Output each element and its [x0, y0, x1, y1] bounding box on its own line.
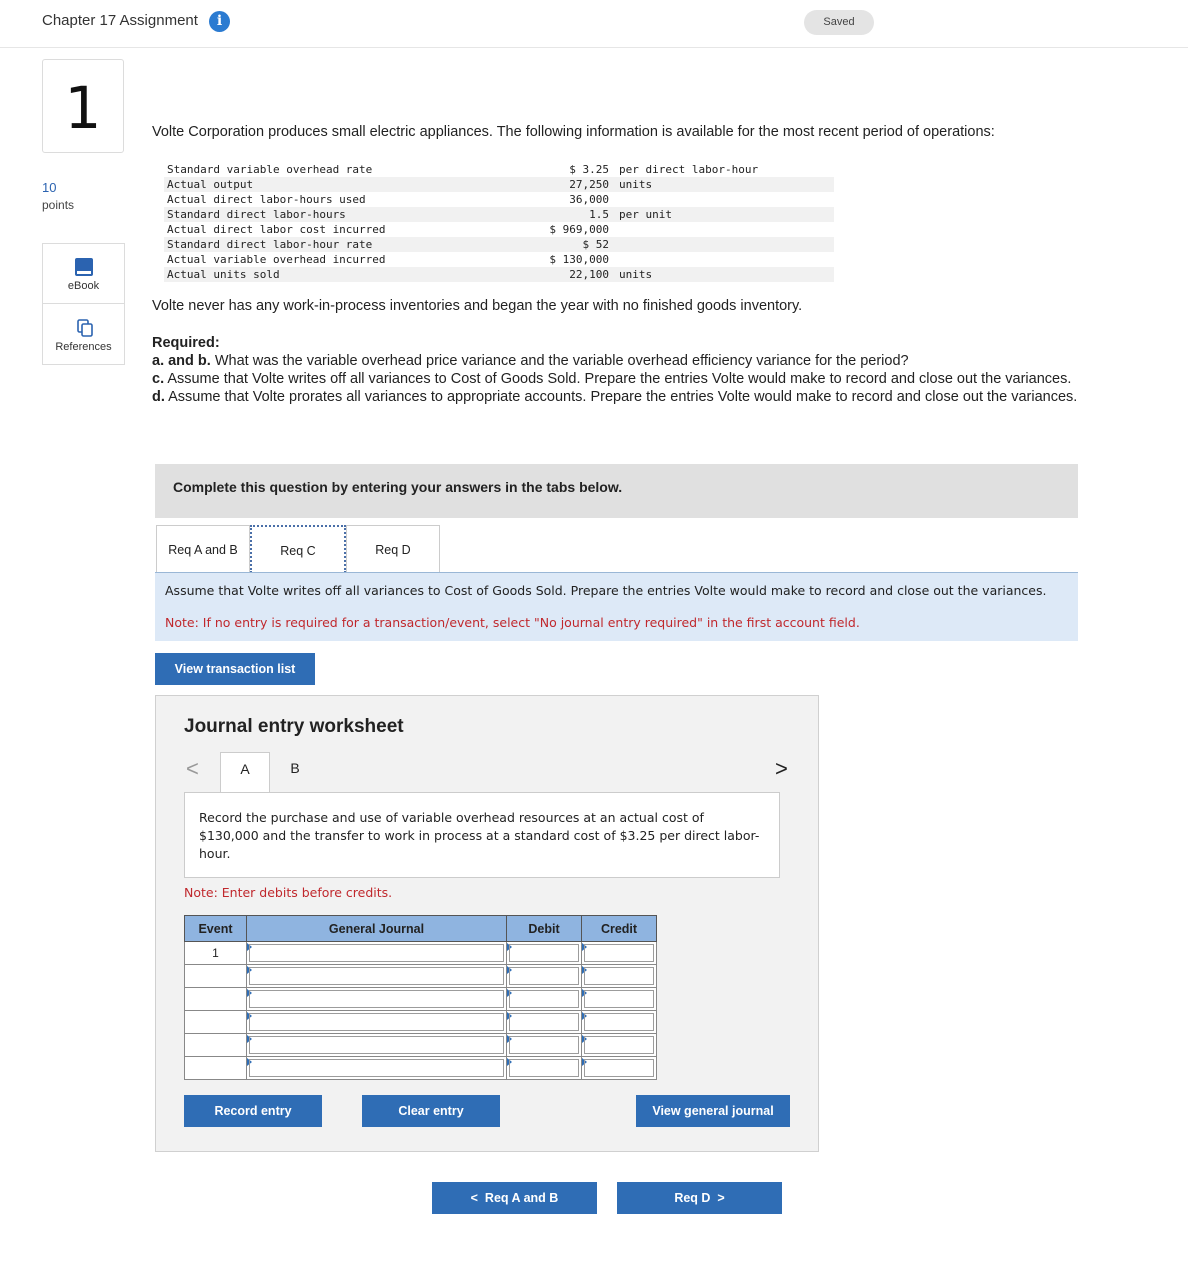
- table-row: [185, 988, 657, 1011]
- data-label: Actual units sold: [167, 268, 280, 281]
- ebook-button[interactable]: [43, 244, 124, 304]
- chevron-right-icon[interactable]: >: [775, 756, 788, 781]
- data-row: [164, 252, 834, 267]
- journal-entry-worksheet: [155, 695, 819, 1152]
- requirement-item: [152, 352, 1092, 370]
- data-unit: per unit: [619, 208, 672, 221]
- requirements-block: [152, 334, 1092, 406]
- transaction-description: Record the purchase and use of variable overhead resources at an actual cost of $130,000 and the transfer to work in process at a standard cost of $3.25 per direct labor-hour.: [184, 792, 780, 878]
- data-row: [164, 237, 834, 252]
- view-transaction-list-button[interactable]: View transaction list: [155, 653, 315, 685]
- top-bar: [0, 0, 1188, 48]
- references-label: References: [55, 341, 112, 353]
- data-row: [164, 267, 834, 282]
- column-header-credit: Credit: [582, 916, 657, 942]
- data-value: $ 969,000: [549, 223, 609, 236]
- requirement-prefix: a. and b.: [152, 353, 211, 369]
- debits-note: Note: Enter debits before credits.: [184, 885, 393, 900]
- banner-text: Complete this question by entering your answers in the tabs below.: [173, 479, 623, 495]
- data-label: Actual direct labor-hours used: [167, 193, 366, 206]
- data-label: Actual output: [167, 178, 254, 191]
- debit-input[interactable]: [507, 965, 582, 988]
- data-label: Standard direct labor-hours: [167, 208, 346, 221]
- data-unit: per direct labor-hour: [619, 163, 759, 176]
- credit-input[interactable]: [582, 1011, 657, 1034]
- requirement-text: What was the variable overhead price variance and the variable overhead efficiency variance for the period?: [210, 353, 909, 369]
- debit-input[interactable]: [507, 1034, 582, 1057]
- data-label: Actual direct labor cost incurred: [167, 223, 386, 236]
- data-unit: units: [619, 178, 653, 191]
- column-header-general-journal: General Journal: [247, 916, 507, 942]
- table-row: [185, 942, 657, 965]
- prev-requirement-button[interactable]: < Req A and B: [432, 1182, 597, 1214]
- copy-icon: [75, 318, 95, 338]
- requirement-item: [152, 388, 1092, 406]
- event-cell: [185, 1034, 247, 1057]
- tab-req-a-and-b[interactable]: Req A and B: [156, 525, 250, 573]
- points-label: points: [42, 198, 75, 212]
- worksheet-tab-b[interactable]: B: [290, 760, 300, 776]
- worksheet-tab-a[interactable]: A: [220, 752, 270, 793]
- data-row: [164, 192, 834, 207]
- credit-input[interactable]: [582, 965, 657, 988]
- debit-input[interactable]: [507, 942, 582, 965]
- points-value: 10: [42, 180, 57, 195]
- requirement-prefix: d.: [152, 389, 165, 405]
- record-entry-button[interactable]: Record entry: [184, 1095, 322, 1127]
- table-row: [185, 1057, 657, 1080]
- data-value: $ 130,000: [549, 253, 609, 266]
- instruction-text: Assume that Volte writes off all variances to Cost of Goods Sold. Prepare the entries Volte would make to record and close out the variances.: [165, 583, 1047, 598]
- info-icon[interactable]: i: [209, 11, 230, 32]
- table-row: [185, 1011, 657, 1034]
- column-header-event: Event: [185, 916, 247, 942]
- data-value: $ 52: [582, 238, 609, 251]
- data-value: 1.5: [589, 208, 609, 221]
- requirement-text: Assume that Volte writes off all variances to Cost of Goods Sold. Prepare the entries Volte would make to record and close out the variances.: [164, 371, 1072, 387]
- credit-input[interactable]: [582, 1057, 657, 1080]
- side-tools: [42, 243, 125, 365]
- debit-input[interactable]: [507, 988, 582, 1011]
- credit-input[interactable]: [582, 988, 657, 1011]
- event-cell: [185, 1057, 247, 1080]
- data-row: [164, 207, 834, 222]
- saved-status-badge: Saved: [804, 10, 874, 35]
- given-data-table: [164, 162, 834, 282]
- journal-table: [184, 915, 657, 1080]
- question-number-box: [42, 59, 124, 153]
- account-select[interactable]: [247, 1057, 507, 1080]
- data-unit: units: [619, 268, 653, 281]
- requirement-item: [152, 370, 1092, 388]
- data-label: Standard variable overhead rate: [167, 163, 373, 176]
- tab-req-d[interactable]: Req D: [346, 525, 440, 573]
- credit-input[interactable]: [582, 942, 657, 965]
- instructions-banner: [155, 464, 1078, 518]
- data-value: 22,100: [569, 268, 609, 281]
- data-row: [164, 222, 834, 237]
- ebook-label: eBook: [67, 280, 100, 292]
- data-row: [164, 177, 834, 192]
- account-select[interactable]: [247, 988, 507, 1011]
- requirement-prefix: c.: [152, 371, 165, 387]
- chevron-left-icon[interactable]: <: [186, 756, 199, 781]
- instruction-note: Note: If no entry is required for a transaction/event, select "No journal entry required" in the first account field.: [165, 615, 860, 630]
- account-select[interactable]: [247, 965, 507, 988]
- column-header-debit: Debit: [507, 916, 582, 942]
- data-value: 36,000: [569, 193, 609, 206]
- question-number: 1: [64, 74, 102, 142]
- requirement-text: Assume that Volte prorates all variances to appropriate accounts. Prepare the entries Volte would make to record and close out the variances.: [164, 389, 1078, 405]
- view-general-journal-button[interactable]: View general journal: [636, 1095, 790, 1127]
- debit-input[interactable]: [507, 1057, 582, 1080]
- book-icon: [75, 258, 93, 276]
- clear-entry-button[interactable]: Clear entry: [362, 1095, 500, 1127]
- references-button[interactable]: [43, 305, 124, 365]
- data-label: Actual variable overhead incurred: [167, 253, 386, 266]
- debit-input[interactable]: [507, 1011, 582, 1034]
- next-requirement-button[interactable]: Req D >: [617, 1182, 782, 1214]
- account-select[interactable]: [247, 1034, 507, 1057]
- event-cell: [185, 988, 247, 1011]
- inventory-note: Volte never has any work-in-process inventories and began the year with no finished goods inventory.: [152, 298, 803, 314]
- required-heading: Required:: [152, 335, 220, 351]
- account-select[interactable]: [247, 942, 507, 965]
- worksheet-title: Journal entry worksheet: [184, 716, 404, 737]
- table-row: [185, 965, 657, 988]
- problem-intro: Volte Corporation produces small electric appliances. The following information is available for the most recent period of operations:: [152, 124, 995, 140]
- event-cell: [185, 1011, 247, 1034]
- data-label: Standard direct labor-hour rate: [167, 238, 373, 251]
- tab-req-c[interactable]: Req C: [250, 525, 346, 573]
- event-cell: [185, 965, 247, 988]
- credit-input[interactable]: [582, 1034, 657, 1057]
- assignment-title: Chapter 17 Assignment: [42, 12, 198, 29]
- data-value: $ 3.25: [569, 163, 609, 176]
- account-select[interactable]: [247, 1011, 507, 1034]
- event-cell: 1: [185, 942, 247, 965]
- data-value: 27,250: [569, 178, 609, 191]
- requirement-instructions: [155, 573, 1078, 641]
- data-row: [164, 162, 834, 177]
- table-row: [185, 1034, 657, 1057]
